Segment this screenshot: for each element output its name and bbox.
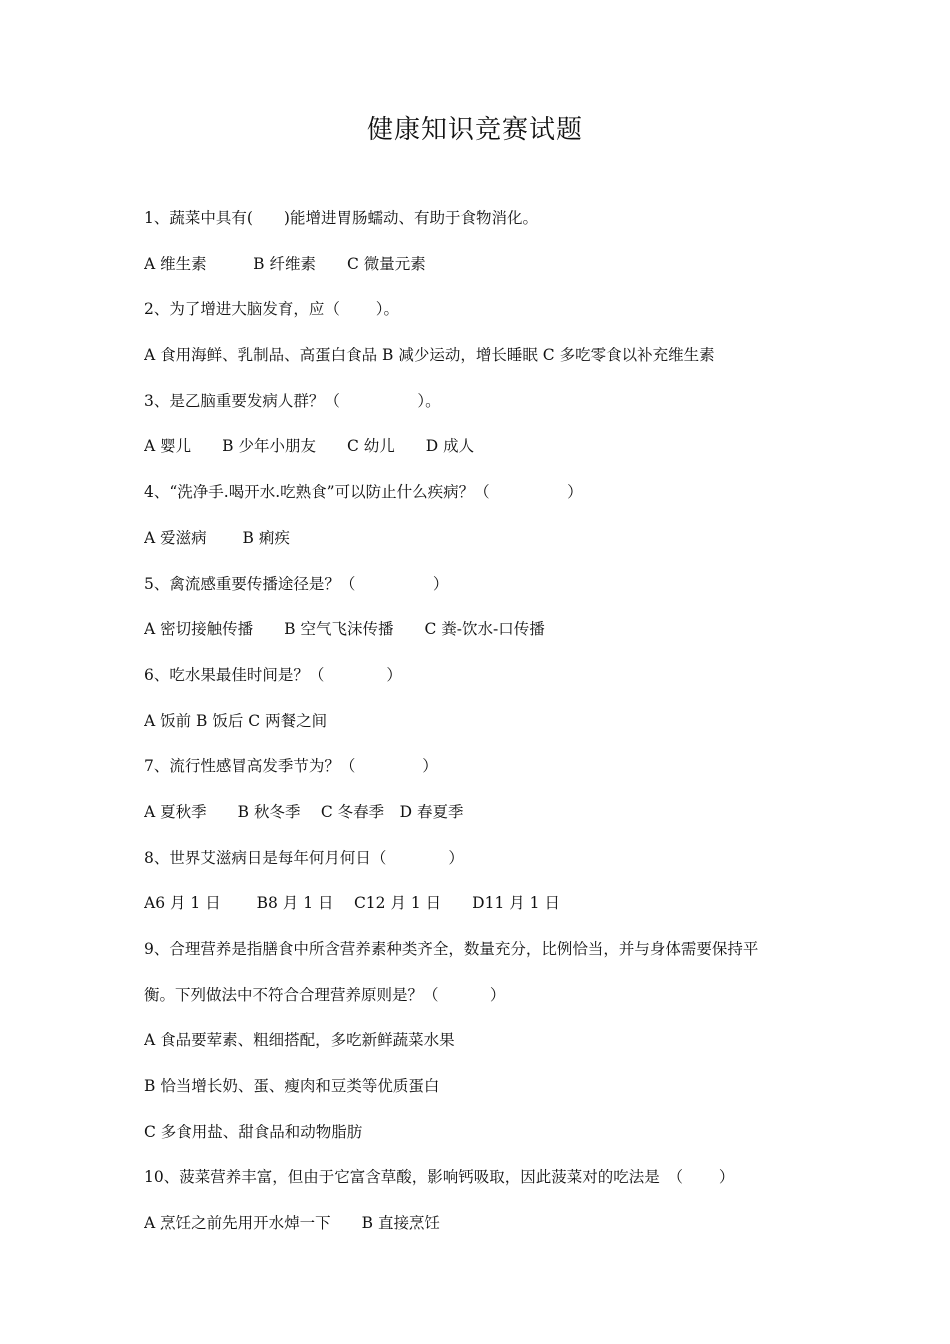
question-7: 7、流行性感冒高发季节为？（ ） <box>144 757 438 776</box>
question-3: 3、是乙脑重要发病人群？（ ）。 <box>144 391 441 410</box>
question-6: 6、吃水果最佳时间是？（ ） <box>144 665 402 684</box>
question-2: 2、为了增进大脑发育，应（ ）。 <box>144 300 400 319</box>
question-4: 4、“洗净手.喝开水.吃熟食”可以防止什么疾病？（ ） <box>144 483 583 502</box>
question-7-options: A 夏秋季 B 秋冬季 C 冬春季 D 春夏季 <box>144 802 464 821</box>
question-9-option-b: B 恰当增长奶、蛋、瘦肉和豆类等优质蛋白 <box>144 1077 440 1096</box>
question-8: 8、世界艾滋病日是每年何月何日（ ） <box>144 848 464 867</box>
question-8-options: A6 月 1 日 B8 月 1 日 C12 月 1 日 D11 月 1 日 <box>144 894 560 913</box>
question-1: 1、蔬菜中具有( )能增进胃肠蠕动、有助于食物消化。 <box>144 209 538 227</box>
page-title: 健康知识竞赛试题 <box>366 115 583 145</box>
question-3-options: A 婴儿 B 少年小朋友 C 幼儿 D 成人 <box>144 437 475 456</box>
question-9-continued: 衡。下列做法中不符合合理营养原则是？（ ） <box>144 985 506 1004</box>
question-9-option-c: C 多食用盐、甜食品和动物脂肪 <box>144 1122 363 1141</box>
question-1-options: A 维生素 B 纤维素 C 微量元素 <box>144 254 426 273</box>
question-10-options: A 烹饪之前先用开水焯一下 B 直接烹饪 <box>144 1214 440 1233</box>
question-5: 5、禽流感重要传播途径是？（ ） <box>144 574 449 593</box>
question-6-options: A 饭前 B 饭后 C 两餐之间 <box>144 711 328 730</box>
question-5-options: A 密切接触传播 B 空气飞沫传播 C 粪-饮水-口传播 <box>144 620 545 639</box>
question-10: 10、菠菜营养丰富，但由于它富含草酸，影响钙吸取，因此菠菜对的吃法是 （ ） <box>144 1168 735 1187</box>
question-list <box>144 196 824 1247</box>
question-9-option-a: A 食品要荤素、粗细搭配，多吃新鲜蔬菜水果 <box>144 1031 455 1050</box>
question-2-options: A 食用海鲜、乳制品、高蛋白食品 B 减少运动，增长睡眠 C 多吃零食以补充维生素 <box>144 346 715 365</box>
question-9: 9、合理营养是指膳食中所含营养素种类齐全，数量充分，比例恰当，并与身体需要保持平 <box>144 940 759 958</box>
question-4-options: A 爱滋病 B 痢疾 <box>144 528 290 547</box>
